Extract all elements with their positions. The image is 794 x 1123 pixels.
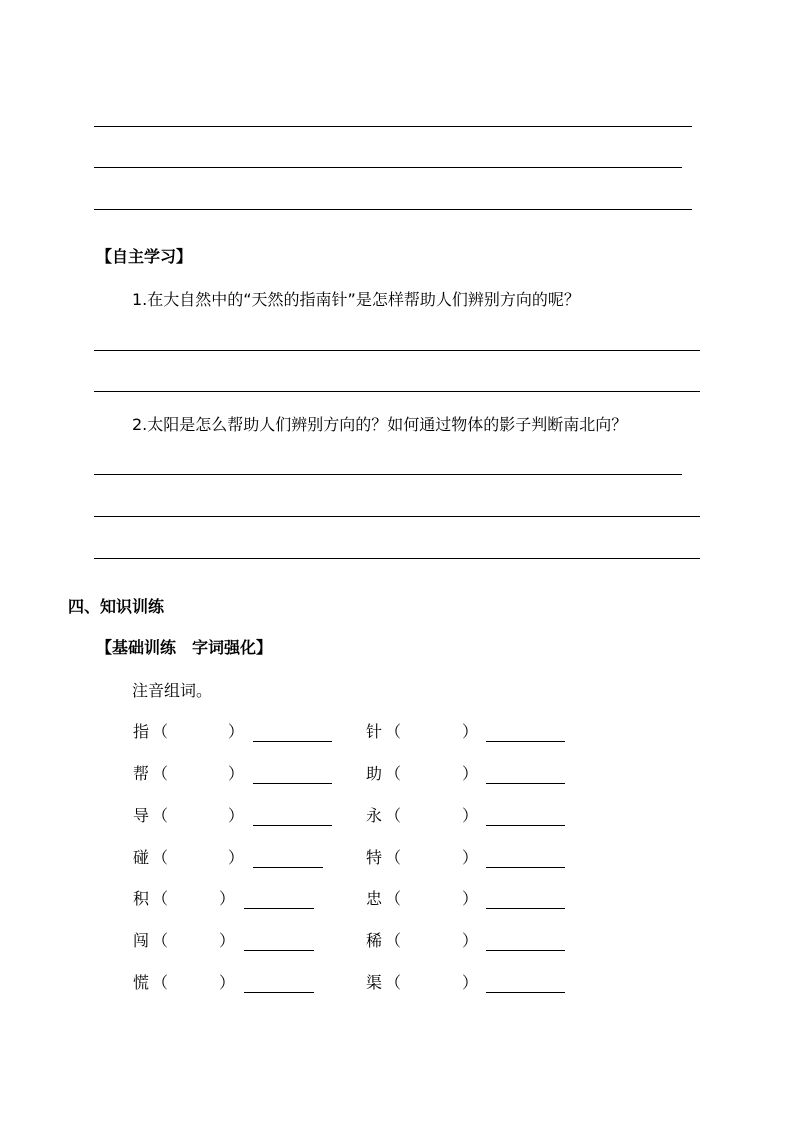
answer-line bbox=[94, 350, 700, 351]
char-right: 特 bbox=[366, 848, 383, 867]
close-paren: ） bbox=[228, 848, 245, 867]
word-blank[interactable] bbox=[253, 783, 332, 784]
open-paren: （ bbox=[152, 889, 169, 908]
word-blank[interactable] bbox=[244, 950, 314, 951]
answer-line bbox=[94, 474, 682, 475]
open-paren: （ bbox=[385, 931, 402, 950]
char-left: 导 bbox=[133, 806, 150, 825]
word-blank[interactable] bbox=[486, 867, 565, 868]
char-right: 助 bbox=[366, 764, 383, 783]
open-paren: （ bbox=[385, 973, 402, 992]
char-right: 永 bbox=[366, 806, 383, 825]
question-1: 1.在大自然中的“天然的指南针”是怎样帮助人们辨别方向的呢？ bbox=[132, 290, 580, 309]
char-left: 帮 bbox=[133, 764, 150, 783]
section-title: 四、知识训练 bbox=[68, 597, 165, 616]
section-subheading: 【基础训练 字词强化】 bbox=[96, 638, 273, 657]
word-blank[interactable] bbox=[486, 950, 565, 951]
close-paren: ） bbox=[462, 848, 479, 867]
open-paren: （ bbox=[152, 973, 169, 992]
answer-line bbox=[94, 516, 700, 517]
char-left: 闯 bbox=[133, 931, 150, 950]
word-blank[interactable] bbox=[486, 908, 565, 909]
close-paren: ） bbox=[462, 806, 479, 825]
close-paren: ） bbox=[462, 764, 479, 783]
close-paren: ） bbox=[219, 889, 236, 908]
char-left: 积 bbox=[133, 889, 150, 908]
word-blank[interactable] bbox=[486, 992, 565, 993]
answer-line bbox=[94, 167, 682, 168]
word-blank[interactable] bbox=[253, 825, 332, 826]
question-2: 2.太阳是怎么帮助人们辨别方向的？如何通过物体的影子判断南北向？ bbox=[132, 415, 628, 434]
close-paren: ） bbox=[462, 889, 479, 908]
close-paren: ） bbox=[462, 973, 479, 992]
close-paren: ） bbox=[219, 973, 236, 992]
open-paren: （ bbox=[385, 806, 402, 825]
word-blank[interactable] bbox=[253, 741, 332, 742]
char-right: 忠 bbox=[366, 889, 383, 908]
close-paren: ） bbox=[228, 806, 245, 825]
open-paren: （ bbox=[152, 848, 169, 867]
open-paren: （ bbox=[385, 889, 402, 908]
open-paren: （ bbox=[385, 848, 402, 867]
word-blank[interactable] bbox=[486, 825, 565, 826]
word-blank[interactable] bbox=[244, 992, 314, 993]
open-paren: （ bbox=[152, 806, 169, 825]
char-left: 指 bbox=[133, 722, 150, 741]
char-right: 稀 bbox=[366, 931, 383, 950]
open-paren: （ bbox=[385, 722, 402, 741]
close-paren: ） bbox=[228, 764, 245, 783]
open-paren: （ bbox=[152, 722, 169, 741]
open-paren: （ bbox=[152, 764, 169, 783]
char-left: 慌 bbox=[133, 973, 150, 992]
answer-line bbox=[94, 126, 692, 127]
answer-line bbox=[94, 391, 700, 392]
word-blank[interactable] bbox=[253, 867, 323, 868]
self-study-heading: 【自主学习】 bbox=[96, 247, 193, 266]
char-right: 针 bbox=[366, 722, 383, 741]
word-blank[interactable] bbox=[486, 783, 565, 784]
close-paren: ） bbox=[219, 931, 236, 950]
instruction: 注音组词。 bbox=[132, 681, 213, 700]
char-right: 渠 bbox=[366, 973, 383, 992]
close-paren: ） bbox=[462, 722, 479, 741]
open-paren: （ bbox=[152, 931, 169, 950]
char-left: 碰 bbox=[133, 848, 150, 867]
word-blank[interactable] bbox=[244, 908, 314, 909]
close-paren: ） bbox=[228, 722, 245, 741]
close-paren: ） bbox=[462, 931, 479, 950]
word-blank[interactable] bbox=[486, 741, 565, 742]
answer-line bbox=[94, 558, 700, 559]
answer-line bbox=[94, 209, 692, 210]
open-paren: （ bbox=[385, 764, 402, 783]
